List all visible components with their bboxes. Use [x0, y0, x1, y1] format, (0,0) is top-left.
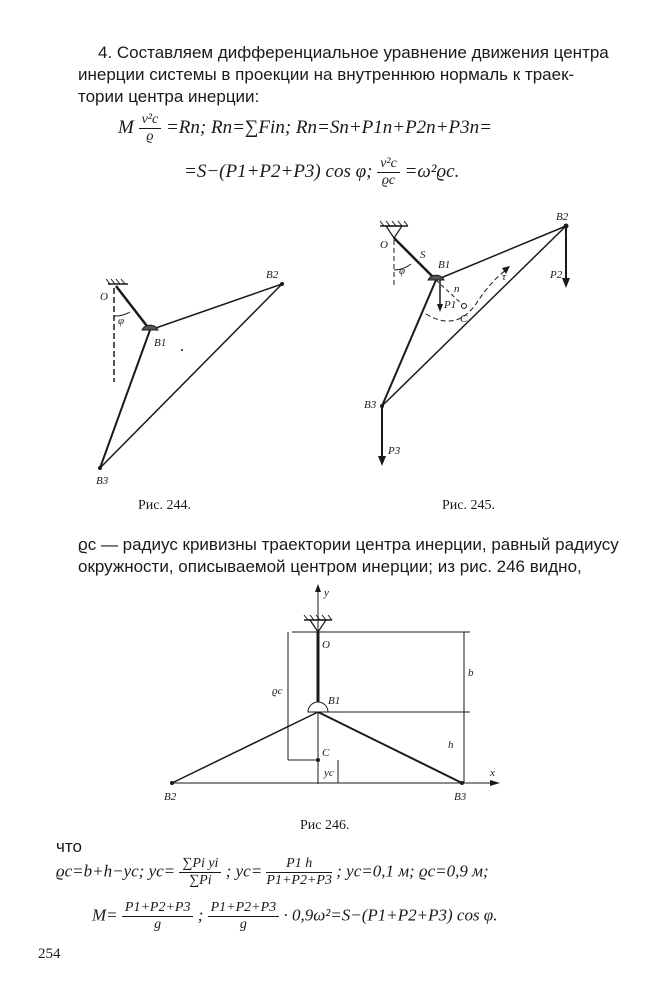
paragraph-that: что [56, 837, 82, 856]
fig244-point-b3 [98, 466, 102, 470]
fig245-point-c [462, 304, 467, 309]
fig244-rod-b2-b3 [100, 284, 282, 468]
equation-2 [56, 856, 489, 889]
fig244-dot [181, 349, 183, 351]
fig244-label-phi: φ [118, 315, 125, 327]
fig245-label-p2: P2 [550, 269, 563, 281]
fig246-label-h: h [448, 739, 454, 751]
fig246-label-b1: B1 [328, 695, 341, 707]
eq2-frac1-num: ∑Pi yi [179, 856, 221, 873]
fig245-rod-b1-b2 [436, 226, 566, 280]
fig245-label-b2: B2 [556, 211, 569, 223]
eq3-frac1-num: P1+P2+P3 [122, 900, 194, 917]
radius-line-1: ϱc — радиус кривизны траектории центра инерции, равный радиусу [78, 535, 619, 554]
eq2-part1: ϱc=b+h−yc; yc= [56, 861, 176, 881]
fig246-point-b3 [460, 781, 464, 785]
eq2-fraction-1 [179, 856, 221, 889]
intro-line-1: 4. Составляем дифференциальное уравнение движения центра [98, 43, 609, 62]
eq3-frac2-num: P1+P2+P3 [208, 900, 280, 917]
caption-fig244: Рис. 244. [138, 498, 191, 513]
fig245-support-triangle [386, 226, 402, 238]
fig245-label-b1: B1 [438, 259, 451, 271]
fig244-point-b2 [280, 282, 284, 286]
fig244-rod-b1-b3 [100, 330, 150, 468]
fig245-s-vector [416, 260, 424, 268]
eq1-frac2-num: v²c [377, 156, 400, 173]
eq1-fraction [139, 112, 162, 145]
figure-245 [356, 208, 596, 470]
fig244-label-b2: B2 [266, 269, 279, 281]
eq3-part3: · 0,9ω²=S−(P1+P2+P3) cos φ. [283, 905, 498, 925]
intro-line-2: инерции системы в проекции на внутреннюю нормаль к траек- [78, 65, 575, 84]
fig245-label-n: n [454, 283, 460, 295]
fig246-rod-b1-b3 [318, 712, 462, 783]
fig245-p3-arrow [378, 456, 386, 466]
fig246-rod-b1-b2 [172, 712, 318, 783]
fig244-label-b3: B3 [96, 475, 109, 487]
eq1-frac-num: v²c [139, 112, 162, 129]
figure-246 [152, 584, 512, 812]
fig246-y-arrow [315, 584, 321, 592]
eq1-part3: =S−(P1+P2+P3) cos φ; [184, 160, 373, 182]
eq3-frac1-den: g [154, 917, 162, 932]
equation-1-line-1 [118, 112, 492, 145]
fig246-label-c: C [322, 747, 330, 759]
fig245-label-c: C [460, 313, 468, 325]
fig246-label-x: x [490, 767, 495, 779]
fig246-label-y: y [324, 587, 329, 599]
fig246-label-b2: B2 [164, 791, 177, 803]
fig246-point-b2 [170, 781, 174, 785]
fig245-label-p3: P3 [388, 445, 401, 457]
fig245-p1-arrow [437, 304, 443, 312]
eq2-frac2-den: P1+P2+P3 [266, 873, 332, 888]
intro-line-3: тории центра инерции: [78, 87, 260, 106]
fig245-p2-arrow [562, 278, 570, 288]
fig244-label-b1: B1 [154, 337, 167, 349]
paragraph-radius [78, 534, 618, 578]
fig246-label-o: O [322, 639, 330, 651]
paragraph-intro [78, 42, 618, 108]
fig245-label-tau: τ [502, 271, 506, 283]
fig246-label-b: b [468, 667, 474, 679]
figure-244 [80, 262, 300, 492]
eq2-part3: ; yc=0,1 м; ϱc=0,9 м; [336, 861, 489, 881]
equation-3 [92, 900, 497, 933]
fig245-label-s: S [420, 249, 426, 261]
eq2-fraction-2 [266, 856, 332, 889]
fig244-hinge-b1 [142, 325, 158, 330]
fig246-label-b3: B3 [454, 791, 467, 803]
equation-1-line-2 [184, 156, 459, 189]
caption-fig245: Рис. 245. [442, 498, 495, 513]
radius-line-2: окружности, описываемой центром инерции; из рис. 246 видно, [78, 557, 582, 576]
fig246-label-yc: yc [324, 767, 334, 779]
fig244-label-o: O [100, 291, 108, 303]
fig245-point-b3 [380, 404, 384, 408]
fig246-point-c [316, 758, 320, 762]
fig246-hinge-b1 [308, 702, 328, 712]
eq2-frac1-den: ∑Pi [189, 873, 212, 888]
eq1-frac-den: ϱ [146, 129, 154, 144]
eq3-fraction-1 [122, 900, 194, 933]
eq3-frac2-den: g [239, 917, 247, 932]
eq1-frac2-den: ϱc [381, 173, 396, 188]
fig244-rod-b1-b2 [150, 284, 282, 330]
fig245-label-o: O [380, 239, 388, 251]
fig245-rod-b1-b3 [382, 280, 436, 406]
page-number: 254 [38, 946, 61, 962]
eq3-fraction-2 [208, 900, 280, 933]
fig245-label-phi: φ [399, 265, 406, 277]
fig245-point-b2 [564, 224, 569, 229]
caption-fig246: Рис 246. [300, 818, 350, 833]
fig245-label-b3: B3 [364, 399, 377, 411]
eq1-mass: M [118, 116, 134, 138]
eq1-part4: =ω²ϱc. [404, 160, 460, 182]
eq1-fraction-2 [377, 156, 400, 189]
fig246-x-arrow [490, 780, 500, 786]
eq3-part1: M= [92, 905, 118, 925]
fig246-label-rho: ϱc [272, 685, 283, 697]
eq2-frac2-num: P1 h [266, 856, 332, 873]
eq1-rest: =Rn; Rn=∑Fin; Rn=Sn+P1n+P2n+P3n= [165, 116, 492, 138]
eq3-part2: ; [197, 905, 204, 925]
eq2-part2: ; yc= [225, 861, 263, 881]
fig245-label-p1: P1 [444, 299, 457, 311]
